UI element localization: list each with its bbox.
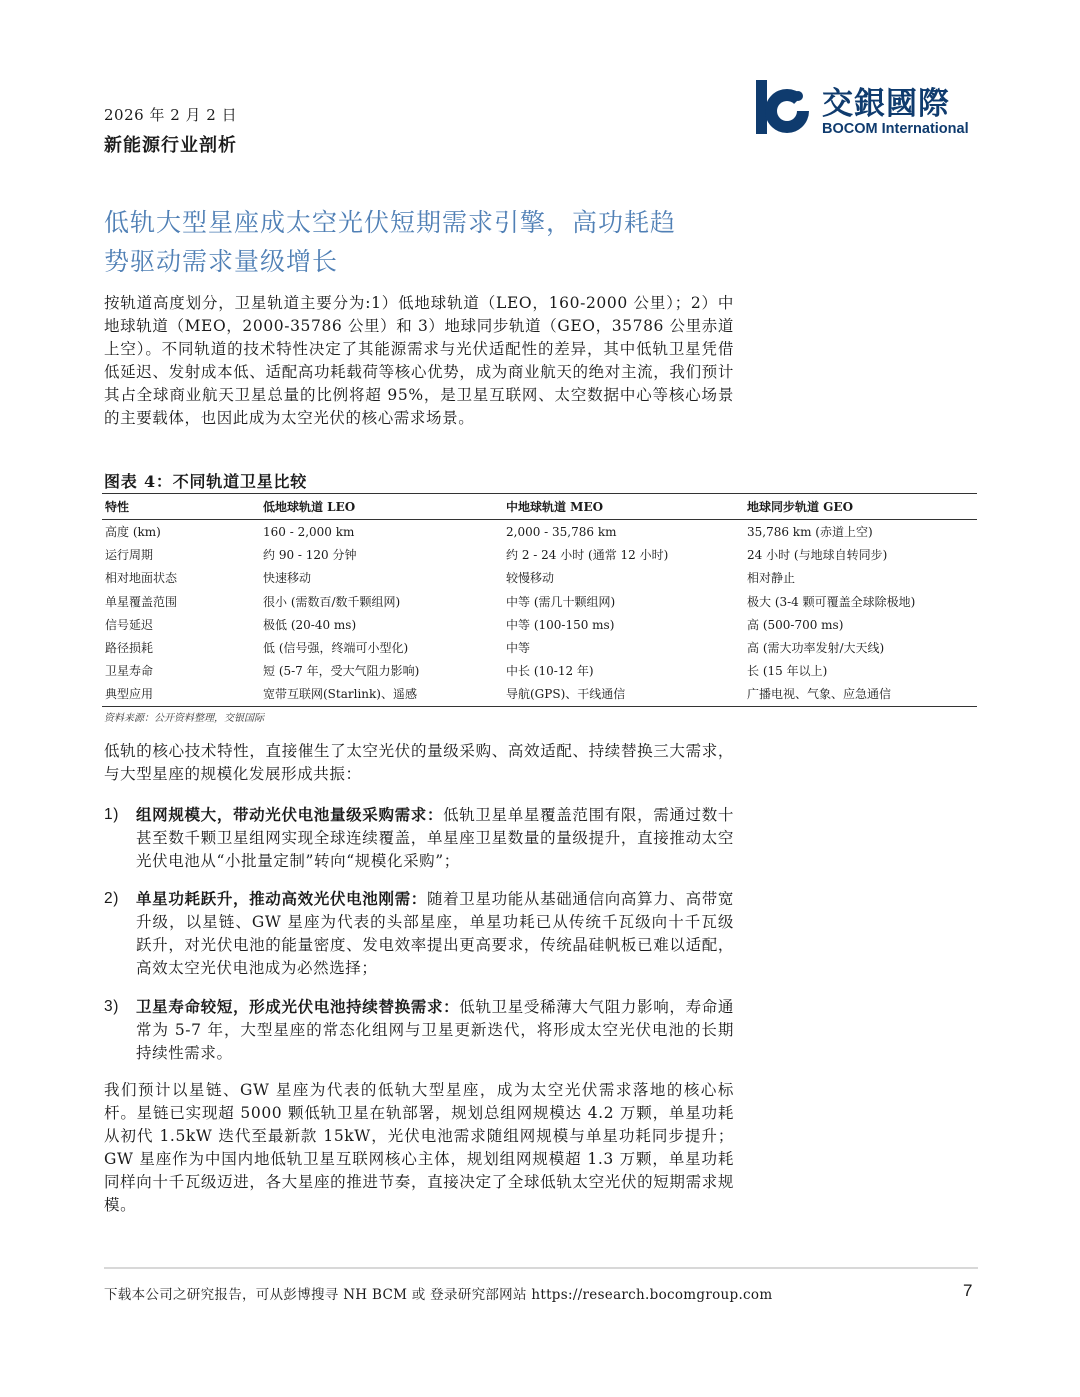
table-cell: 路径损耗 [105,641,154,656]
table-cell: 广播电视、气象、应急通信 [744,682,977,706]
table-cell: 中等 [506,641,531,656]
table-cell: 约 2 - 24 小时 (通常 12 小时) [506,548,669,563]
heading-line-1: 低轨大型星座成太空光伏短期需求引擎，高功耗趋 [104,208,677,237]
table-cell: 24 小时 (与地球自转同步) [747,548,888,563]
list-number: 2) [104,890,119,907]
table-header-cell: 特性 [102,494,260,520]
list-text [136,887,734,980]
table-row [102,520,977,544]
table-source-note: 资料来源：公开资料整理，交银国际 [104,713,264,724]
list-lead: 单星功耗跃升，推动高效光伏电池刚需： [136,889,427,908]
table-cell: 信号延迟 [105,617,154,632]
table-row [102,659,977,682]
table-cell: 导航(GPS)、干线通信 [503,682,744,706]
table-cell: 35,786 km (赤道上空) [747,525,873,540]
list-number: 3) [104,998,119,1015]
table-cell: 运行周期 [105,548,154,563]
report-type: 新能源行业剖析 [104,135,237,156]
list-lead: 卫星寿命较短，形成光伏电池持续替换需求： [136,997,460,1016]
table-cell: 短 (5-7 年，受大气阻力影响) [263,664,420,679]
table-cell: 相对地面状态 [105,571,178,586]
report-date: 2026 年 2 月 2 日 [104,106,238,124]
table-row [102,682,977,706]
table-header-row [102,494,977,520]
table-row [102,566,977,589]
table-header-cell: 低地球轨道 LEO [260,494,503,520]
list-lead: 组网规模大，带动光伏电池量级采购需求： [136,805,444,824]
section-heading [104,203,744,281]
table-header-cell: 地球同步轨道 GEO [744,494,977,520]
table-cell: 单星覆盖范围 [105,594,178,609]
company-logo [754,76,984,142]
table-cell: 低 (信号强，终端可小型化) [263,641,409,656]
table-row [102,590,977,613]
table-cell: 快速移动 [263,571,312,586]
table-cell: 卫星寿命 [105,664,154,679]
heading-line-2: 势驱动需求量级增长 [104,247,339,276]
orbit-comparison-table [102,493,977,707]
logo-chinese-name: 交銀國際 [822,86,950,122]
table-cell: 较慢移动 [506,571,555,586]
table-cell: 2,000 - 35,786 km [506,524,617,539]
table-cell: 宽带互联网(Starlink)、遥感 [260,682,503,706]
page-number: 7 [963,1281,973,1300]
list-body: 低轨卫星单星覆盖范围有限，需通过数十甚至数千颗卫星组网实现全球连续覆盖，单星座卫星数量的量级提升，直接推动太空光伏电池从“小批量定制”转向“规模化采购”； [136,806,734,870]
intro-paragraph: 按轨道高度划分，卫星轨道主要分为:1）低地球轨道（LEO，160-2000 公里）；2）中地球轨道（MEO，2000-35786 公里）和 3）地球同步轨道（GEO，35786 公里赤道上空）。不同轨道的技术特性决定了其能源需求与光伏适配性的差异，其中低轨卫星凭借低延迟、发射成本低、适配高功耗载荷等核心优势，成为商业航天的绝对主流，我们预计其占全球商业航天卫星总量的比例将超 95%，是卫星互联网、太空数据中心等核心场景的主要载体，也因此成为太空光伏的核心需求场景。 [104,294,734,427]
table-cell: 高 (500-700 ms) [747,617,844,632]
table-row [102,613,977,636]
table-cell: 约 90 - 120 分钟 [263,548,357,563]
table-cell: 很小 (需数百/数千颗组网) [263,594,401,609]
table-header-cell: 中地球轨道 MEO [503,494,744,520]
table-cell: 极低 (20-40 ms) [263,617,357,632]
table-cell: 相对静止 [747,571,796,586]
table-row [102,543,977,566]
table-cell: 高 (需大功率发射/大天线) [747,641,885,656]
table-cell: 中等 (需几十颗组网) [506,594,616,609]
table-cell: 典型应用 [102,682,260,706]
demand-intro-paragraph: 低轨的核心技术特性，直接催生了太空光伏的量级采购、高效适配、持续替换三大需求，与大型星座的规模化发展形成共振： [104,742,734,783]
table-cell: 中长 (10-12 年) [506,664,594,679]
footer-divider [104,1267,978,1269]
list-number: 1) [104,806,119,823]
table-cell: 极大 (3-4 颗可覆盖全球除极地) [747,594,916,609]
list-body: 低轨卫星受稀薄大气阻力影响，寿命通常为 5-7 年，大型星座的常态化组网与卫星更新迭代，将形成太空光伏电池的长期持续性需求。 [136,998,734,1062]
table-cell: 长 (15 年以上) [747,664,828,679]
bocom-logo-icon [754,76,812,138]
table-cell: 中等 (100-150 ms) [506,617,615,632]
list-body: 随着卫星功能从基础通信向高算力、高带宽升级，以星链、GW 星座为代表的头部星座，单星功耗已从传统千瓦级向十千瓦级跃升，对光伏电池的能量密度、发电效率提出更高要求，传统晶硅帆板已难以适配，高效太空光伏电池成为必然选择； [136,890,734,977]
table-title: 图表 4：不同轨道卫星比较 [104,472,308,491]
list-text [136,995,734,1065]
logo-english-name: BOCOM International [822,121,969,137]
table-row [102,636,977,659]
table-cell: 160 - 2,000 km [263,524,355,539]
list-text [136,803,734,873]
conclusion-paragraph: 我们预计以星链、GW 星座为代表的低轨大型星座，成为太空光伏需求落地的核心标杆。星链已实现超 5000 颗低轨卫星在轨部署，规划总组网规模达 4.2 万颗，单星功耗从初代 1.5kW 迭代至最新款 15kW，光伏电池需求随组网规模与单星功耗同步提升；GW 星座作为中国内地低轨卫星互联网核心主体，规划组网规模超 1.3 万颗，单星功耗同样向十千瓦级迈进，各大星座的推进节奏，直接决定了全球低轨太空光伏的短期需求规模。 [104,1081,734,1214]
table-cell: 高度 (km) [105,525,161,540]
footer-text: 下载本公司之研究报告，可从彭博搜寻 NH BCM 或 登录研究部网站 https://research.bocomgroup.com [104,1287,773,1303]
